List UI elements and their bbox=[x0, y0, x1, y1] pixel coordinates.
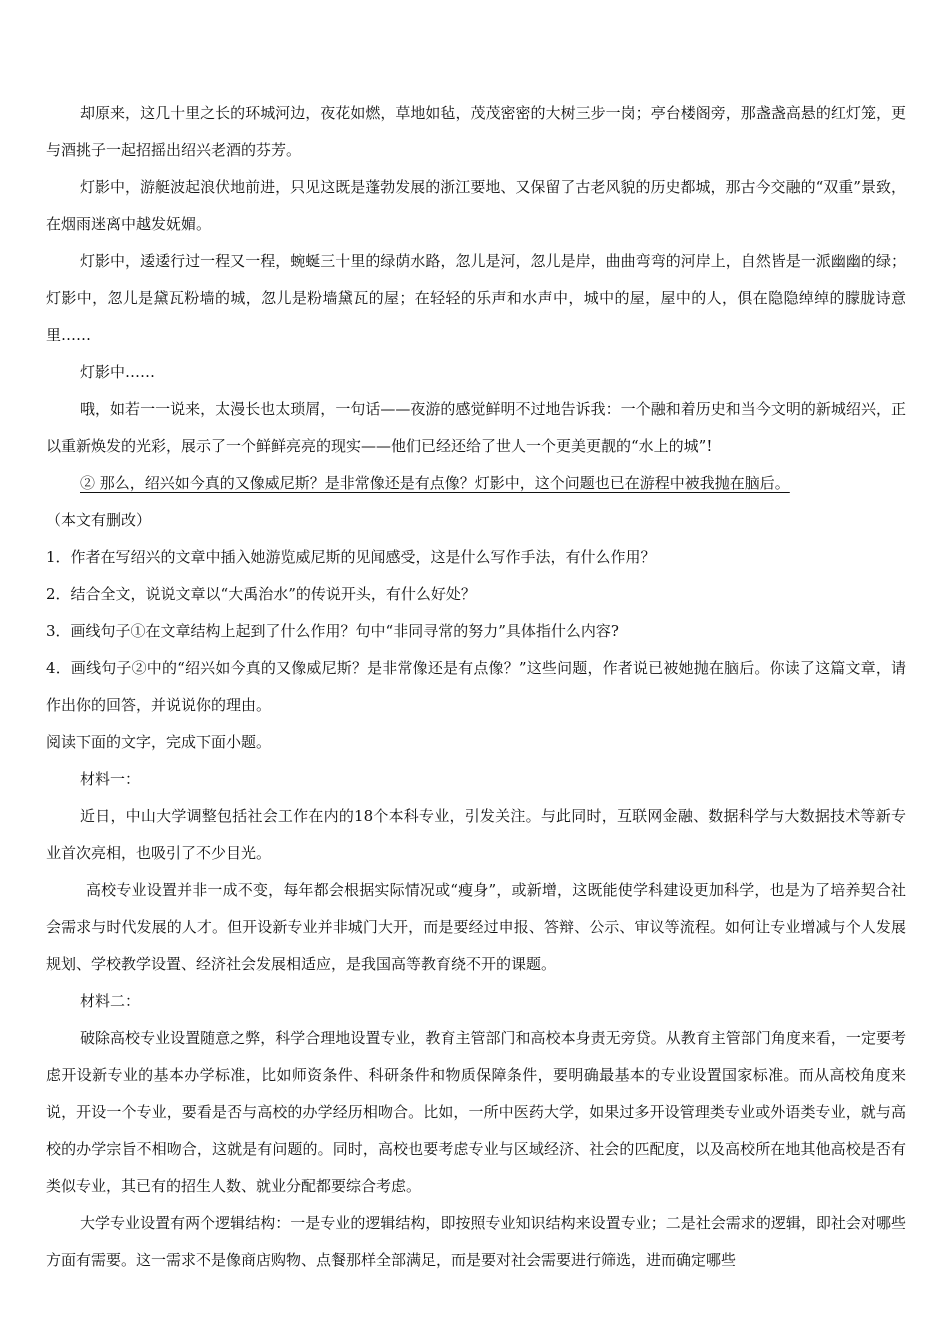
material-paragraph: 高校专业设置并非一成不变，每年都会根据实际情况或“瘦身”，或新增，这既能使学科建设更加科学，也是为了培养契合社会需求与时代发展的人才。但开设新专业并非城门大开，而是要经过申报、答辩、公示、审议等流程。如何让专业增减与个人发展规划、学校教学设置、经济社会发展相适应，是我国高等教育绕不开的课题。 bbox=[46, 881, 906, 973]
material-paragraph: 破除高校专业设置随意之弊，科学合理地设置专业，教育主管部门和高校本身责无旁贷。从教育主管部门角度来看，一定要考虑开设新专业的基本办学标准，比如师资条件、科研条件和物质保障条件，要明确最基本的专业设置国家标准。而从高校角度来说，开设一个专业，要看是否与高校的办学经历相吻合。比如，一所中医药大学，如果过多开设管理类专业或外语类专业，就与高校的办学宗旨不相吻合，这就是有问题的。同时，高校也要考虑专业与区域经济、社会的匹配度，以及高校所在地其他高校是否有类似专业，其已有的招生人数、就业分配都要综合考虑。 bbox=[46, 1029, 906, 1195]
question-item: 2．结合全文，说说文章以“大禹治水”的传说开头，有什么好处？ bbox=[46, 585, 476, 603]
passage-paragraph: 哦，如若一一说来，太漫长也太琐屑，一句话——夜游的感觉鲜明不过地告诉我：一个融和着历史和当今文明的新城绍兴，正以重新焕发的光彩，展示了一个鲜鲜亮亮的现实——他们已经还给了世人一个更美更靓的“水上的城”! bbox=[46, 400, 906, 455]
question-item: 3．画线句子①在文章结构上起到了什么作用？句中“非同寻常的努力”具体指什么内容? bbox=[46, 622, 619, 640]
underline-text: ② 那么，绍兴如今真的又像威尼斯？是非常像还是有点像？灯影中，这个问题也已在游程中被我抛在脑后。 bbox=[80, 474, 790, 492]
material-paragraph: 大学专业设置有两个逻辑结构：一是专业的逻辑结构，即按照专业知识结构来设置专业；二是社会需求的逻辑，即社会对哪些方面有需要。这一需求不是像商店购物、点餐那样全部满足，而是要对社会需要进行筛选，进而确定哪些 bbox=[46, 1214, 906, 1269]
passage-paragraph: 灯影中，逶逶行过一程又一程，蜿蜒三十里的绿荫水路，忽儿是河，忽儿是岸，曲曲弯弯的河岸上，自然皆是一派幽幽的绿；灯影中，忽儿是黛瓦粉墙的城，忽儿是粉墙黛瓦的屋；在轻轻的乐声和水声中，城中的屋，屋中的人，俱在隐隐绰绰的朦胧诗意里…… bbox=[46, 252, 906, 344]
material-1-label: 材料一： bbox=[80, 770, 141, 788]
material-2-label: 材料二： bbox=[80, 992, 141, 1010]
passage-paragraph: 却原来，这几十里之长的环城河边，夜花如燃，草地如毡，茂茂密密的大树三步一岗；亭台楼阁旁，那盏盏高悬的红灯笼，更与酒挑子一起招摇出绍兴老酒的芬芳。 bbox=[46, 104, 906, 159]
question-item: 4．画线句子②中的“绍兴如今真的又像威尼斯？是非常像还是有点像？”这些问题，作者说已被她抛在脑后。你读了这篇文章，请作出你的回答，并说说你的理由。 bbox=[46, 659, 906, 714]
edit-note: （本文有删改） bbox=[46, 511, 152, 529]
reading-instruction: 阅读下面的文字，完成下面小题。 bbox=[46, 733, 272, 751]
underlined-sentence-2 bbox=[46, 465, 906, 502]
passage-paragraph: 灯影中…… bbox=[80, 363, 156, 381]
material-paragraph: 近日，中山大学调整包括社会工作在内的18个本科专业，引发关注。与此同时，互联网金融、数据科学与大数据技术等新专业首次亮相，也吸引了不少目光。 bbox=[46, 807, 906, 862]
document-page bbox=[46, 95, 906, 1279]
question-item: 1．作者在写绍兴的文章中插入她游览威尼斯的见闻感受，这是什么写作手法，有什么作用？ bbox=[46, 548, 656, 566]
passage-paragraph: 灯影中，游艇波起浪伏地前进，只见这既是蓬勃发展的浙江要地、又保留了古老风貌的历史都城，那古今交融的“双重”景致，在烟雨迷离中越发妩媚。 bbox=[46, 178, 906, 233]
